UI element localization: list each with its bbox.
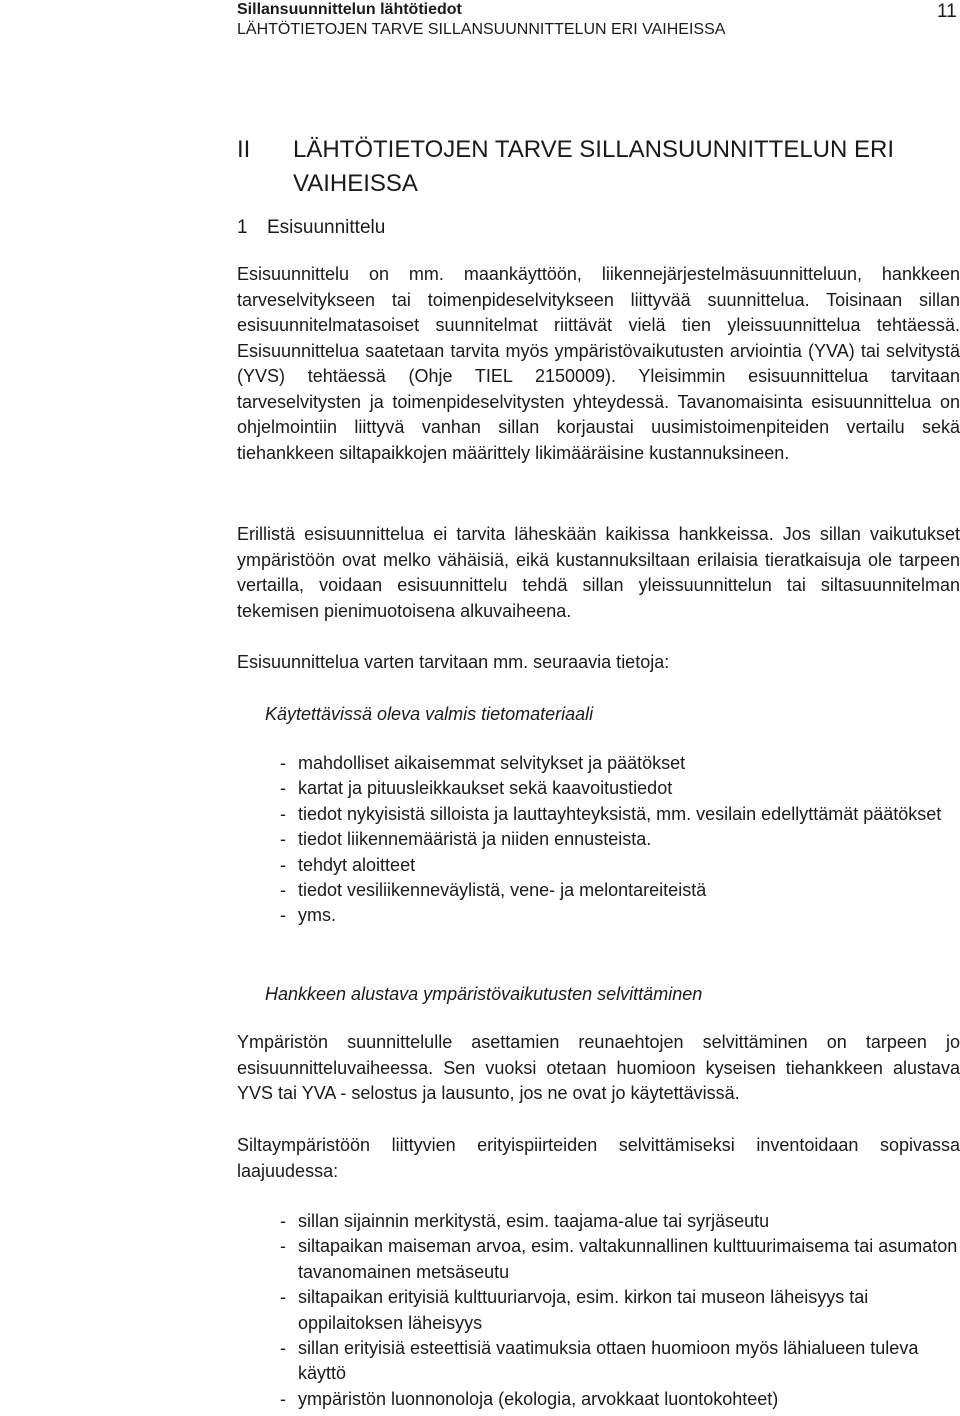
paragraph-intro: Esisuunnittelu on mm. maankäyttöön, liikennejärjestelmäsuunnitteluun, hankkeen tarveselvitykseen tai toimenpideselvitykseen liittyvää suunnittelua. Toisinaan sillan esisuunnitelmatasoiset suunnitelmat riittävät vielä tien yleissuunnittelua tehtäessä. Esisuunnittelua saatetaan tarvita myös ympäristövaikutusten arviointia (YVA) tai selvitystä (YVS) tehtäessä (Ohje TIEL 2150009). Yleisimmin esisuunnittelua tarvitaan tarveselvitysten ja toimenpideselvitysten yhteydessä. Tavanomaisinta esisuunnittelua on ohjelmointiin liittyvä vanhan sillan korjaustai uusimistoimenpiteiden vertailu sekä tiehankkeen siltapaikkojen määrittely likimääräisine kustannuksineen. [237,264,960,463]
section-heading [237,216,385,240]
running-header-title: Sillansuunnittelun lähtötiedot [237,1,462,18]
list-item [280,802,960,827]
list-item [280,878,960,903]
list-item [280,853,960,878]
list-dash: - [280,1388,286,1409]
subheading-existing-material: Käytettävissä oleva valmis tietomateriaali [265,704,594,724]
list-item-text: siltapaikan maiseman arvoa, esim. valtakunnallinen kulttuurimaisema tai asumaton tavanomainen metsäseutu [298,1236,958,1282]
list-item-text: ympäristön luonnonoloja (ekologia, arvokkaat luontokohteet) [298,1388,779,1409]
list-dash: - [280,1236,286,1257]
chapter-title: LÄHTÖTIETOJEN TARVE SILLANSUUNNITTELUN ERI VAIHEISSA [293,136,895,197]
list-item-text: tiedot vesiliikenneväylistä, vene- ja melontareiteistä [298,880,707,901]
list-item-text: sillan sijainnin merkitystä, esim. taajama-alue tai syrjäseutu [298,1211,770,1231]
list-item [280,903,960,928]
list-existing-material [280,751,960,929]
list-item-text: tehdyt aloitteet [298,854,416,875]
list-item-text: siltapaikan erityisiä kulttuuriarvoja, esim. kirkon tai museon läheisyys tai oppilaitoksen läheisyys [298,1287,869,1333]
page-number: 11 [937,1,957,22]
list-item [280,1285,960,1336]
subheading-environmental-assessment: Hankkeen alustava ympäristövaikutusten selvittäminen [265,984,703,1004]
list-dash: - [280,1338,286,1359]
paragraph-environment-constraints: Ympäristön suunnittelulle asettamien reunaehtojen selvittäminen on tarpeen jo esisuunnitteluvaiheessa. Sen vuoksi otetaan huomioon kyseisen tiehankkeen alustava YVS tai YVA - selostus ja lausunto, jos ne ovat jo käytettävissä. [237,1032,960,1103]
list-dash: - [280,803,286,824]
list-item-text: kartat ja pituusleikkaukset sekä kaavoitustiedot [298,778,673,799]
list-item-text: tiedot nykyisistä silloista ja lauttayhteyksistä, mm. vesilain edellyttämät päätökset [298,803,942,824]
paragraph-separate-presurvey: Erillistä esisuunnittelua ei tarvita läheskään kaikissa hankkeissa. Jos sillan vaikutukset ympäristöön ovat melko vähäisiä, eikä kustannuksiltaan erilaisia tieratkaisuja ole tarpeen vertailla, voidaan esisuunnittelu tehdä sillan yleissuunnittelun tai siltasuunnitelman tekemisen pienimuotoisena alkuvaiheena. [237,524,960,621]
list-dash: - [280,1211,286,1231]
list-dash: - [280,854,286,875]
paragraph-site-inventory: Siltaympäristöön liittyvien erityispiirteiden selvittämiseksi inventoidaan sopivassa laajuudessa: [237,1135,960,1181]
list-item [280,1336,960,1387]
list-dash: - [280,905,286,926]
list-item-text: mahdolliset aikaisemmat selvitykset ja päätökset [298,753,686,773]
list-item [280,776,960,801]
running-header-subtitle: LÄHTÖTIETOJEN TARVE SILLANSUUNNITTELUN ERI VAIHEISSA [237,21,726,38]
list-item [280,751,960,776]
list-dash: - [280,753,286,773]
list-dash: - [280,829,286,850]
list-dash: - [280,1287,286,1308]
chapter-number: II [237,136,251,163]
list-item-text: sillan erityisiä esteettisiä vaatimuksia ottaen huomioon myös lähialueen tuleva käyttö [298,1338,919,1384]
section-number: 1 [237,217,248,238]
list-dash: - [280,880,286,901]
list-item [280,1209,960,1234]
list-item [280,827,960,852]
list-item-text: yms. [298,905,336,926]
list-site-features [280,1209,960,1412]
list-item-text: tiedot liikennemääristä ja niiden ennusteista. [298,829,652,850]
list-item [280,1234,960,1285]
list-item [280,1387,960,1412]
paragraph-required-info: Esisuunnittelua varten tarvitaan mm. seuraavia tietoja: [237,652,670,672]
list-dash: - [280,778,286,799]
section-title: Esisuunnittelu [267,217,386,238]
